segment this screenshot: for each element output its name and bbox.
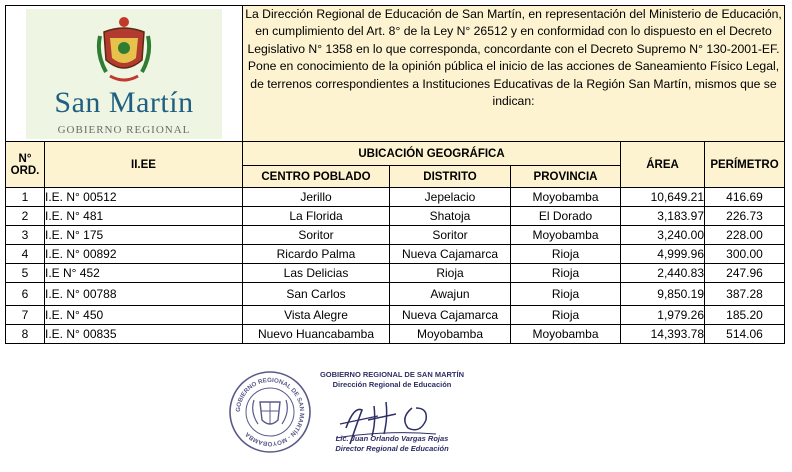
- stamp-org-line2: Dirección Regional de Educación: [332, 380, 452, 389]
- cell-nro: 4: [6, 245, 45, 264]
- cell-perimetro: 387.28: [705, 283, 785, 306]
- cell-area: 3,183.97: [621, 207, 705, 226]
- cell-distrito: Moyobamba: [390, 325, 511, 344]
- cell-provincia: Moyobamba: [511, 188, 621, 207]
- col-header-distrito: DISTRITO: [390, 166, 511, 188]
- cell-provincia: Rioja: [511, 306, 621, 325]
- logo-subtitle: GOBIERNO REGIONAL: [57, 124, 191, 136]
- coat-of-arms-icon: [96, 14, 152, 86]
- cell-nro: 1: [6, 188, 45, 207]
- col-header-area: ÁREA: [621, 142, 705, 188]
- stamp-org-line1: GOBIERNO REGIONAL DE SAN MARTÍN: [319, 370, 465, 379]
- cell-perimetro: 300.00: [705, 245, 785, 264]
- cell-nro: 6: [6, 283, 45, 306]
- table-row: [6, 325, 785, 344]
- cell-distrito: Nueva Cajamarca: [390, 245, 511, 264]
- cell-ie: I.E. N° 481: [45, 207, 243, 226]
- regional-logo: [26, 9, 222, 139]
- cell-area: 14,393.78: [621, 325, 705, 344]
- cell-ie: I.E. N° 00788: [45, 283, 243, 306]
- saneamiento-table: [5, 5, 785, 344]
- cell-ie: I.E. N° 00512: [45, 188, 243, 207]
- cell-area: 1,979.26: [621, 306, 705, 325]
- cell-provincia: Rioja: [511, 264, 621, 283]
- cell-ie: I.E. N° 175: [45, 226, 243, 245]
- cell-perimetro: 247.96: [705, 264, 785, 283]
- cell-centro: Nuevo Huancabamba: [243, 325, 390, 344]
- signer-title: Director Regional de Educación: [335, 444, 449, 453]
- cell-area: 9,850.19: [621, 283, 705, 306]
- cell-distrito: Awajun: [390, 283, 511, 306]
- cell-perimetro: 416.69: [705, 188, 785, 207]
- cell-distrito: Jepelacio: [390, 188, 511, 207]
- cell-nro: 5: [6, 264, 45, 283]
- col-header-ubicacion: UBICACIÓN GEOGRÁFICA: [243, 142, 621, 166]
- cell-centro: Jerillo: [243, 188, 390, 207]
- cell-distrito: Rioja: [390, 264, 511, 283]
- table-row: [6, 306, 785, 325]
- col-header-perimetro: PERÍMETRO: [705, 142, 785, 188]
- notice-text: La Dirección Regional de Educación de San Martín, en representación del Ministerio de Educación, en cumplimiento del Art. 8° de la Ley N° 26512 y en conformidad con lo dispuesto en el Decreto Legislativo N° 1358 en lo que corresponda, concordante con el Decreto Supremo N° 130-2001-EF. Pone en conocimiento de la opinión pública el inicio de las acciones de Saneamiento Físico Legal, de terrenos correspondientes a Instituciones Educativas de la Región San Martín, mismos que se indican:: [243, 6, 785, 142]
- svg-text:GOBIERNO REGIONAL DE SAN MARTÍ: GOBIERNO REGIONAL DE SAN MARTÍN - MOYOBAMBA: [234, 376, 306, 448]
- col-header-centro-poblado: CENTRO POBLADO: [243, 166, 390, 188]
- cell-nro: 2: [6, 207, 45, 226]
- cell-area: 10,649.21: [621, 188, 705, 207]
- cell-perimetro: 185.20: [705, 306, 785, 325]
- cell-centro: Ricardo Palma: [243, 245, 390, 264]
- cell-perimetro: 228.00: [705, 226, 785, 245]
- table-row: [6, 207, 785, 226]
- cell-centro: Las Delicias: [243, 264, 390, 283]
- col-header-nro: N° ORD.: [6, 142, 45, 188]
- cell-centro: Soritor: [243, 226, 390, 245]
- cell-provincia: Moyobamba: [511, 226, 621, 245]
- table-row: [6, 264, 785, 283]
- table-row: [6, 226, 785, 245]
- cell-nro: 3: [6, 226, 45, 245]
- cell-ie: I.E. N° 450: [45, 306, 243, 325]
- cell-nro: 7: [6, 306, 45, 325]
- cell-ie: I.E N° 452: [45, 264, 243, 283]
- table-row: [6, 188, 785, 207]
- cell-nro: 8: [6, 325, 45, 344]
- cell-ie: I.E. N° 00835: [45, 325, 243, 344]
- cell-area: 4,999.96: [621, 245, 705, 264]
- cell-area: 3,240.00: [621, 226, 705, 245]
- cell-centro: San Carlos: [243, 283, 390, 306]
- cell-provincia: Rioja: [511, 245, 621, 264]
- cell-provincia: Moyobamba: [511, 325, 621, 344]
- cell-provincia: Rioja: [511, 283, 621, 306]
- cell-area: 2,440.83: [621, 264, 705, 283]
- cell-distrito: Soritor: [390, 226, 511, 245]
- col-header-provincia: PROVINCIA: [511, 166, 621, 188]
- cell-centro: La Florida: [243, 207, 390, 226]
- table-row: [6, 283, 785, 306]
- cell-provincia: El Dorado: [511, 207, 621, 226]
- table-row: [6, 245, 785, 264]
- official-seal-icon: [228, 370, 312, 454]
- logo-cell: [6, 6, 243, 142]
- signature-block: [228, 370, 548, 470]
- cell-distrito: Shatoja: [390, 207, 511, 226]
- cell-centro: Vista Alegre: [243, 306, 390, 325]
- cell-perimetro: 226.73: [705, 207, 785, 226]
- col-header-iiee: II.EE: [45, 142, 243, 188]
- signer-name: Lic. Juan Orlando Vargas Rojas: [335, 434, 449, 443]
- logo-title: San Martín: [54, 86, 194, 119]
- cell-ie: I.E. N° 00892: [45, 245, 243, 264]
- cell-distrito: Nueva Cajamarca: [390, 306, 511, 325]
- cell-perimetro: 514.06: [705, 325, 785, 344]
